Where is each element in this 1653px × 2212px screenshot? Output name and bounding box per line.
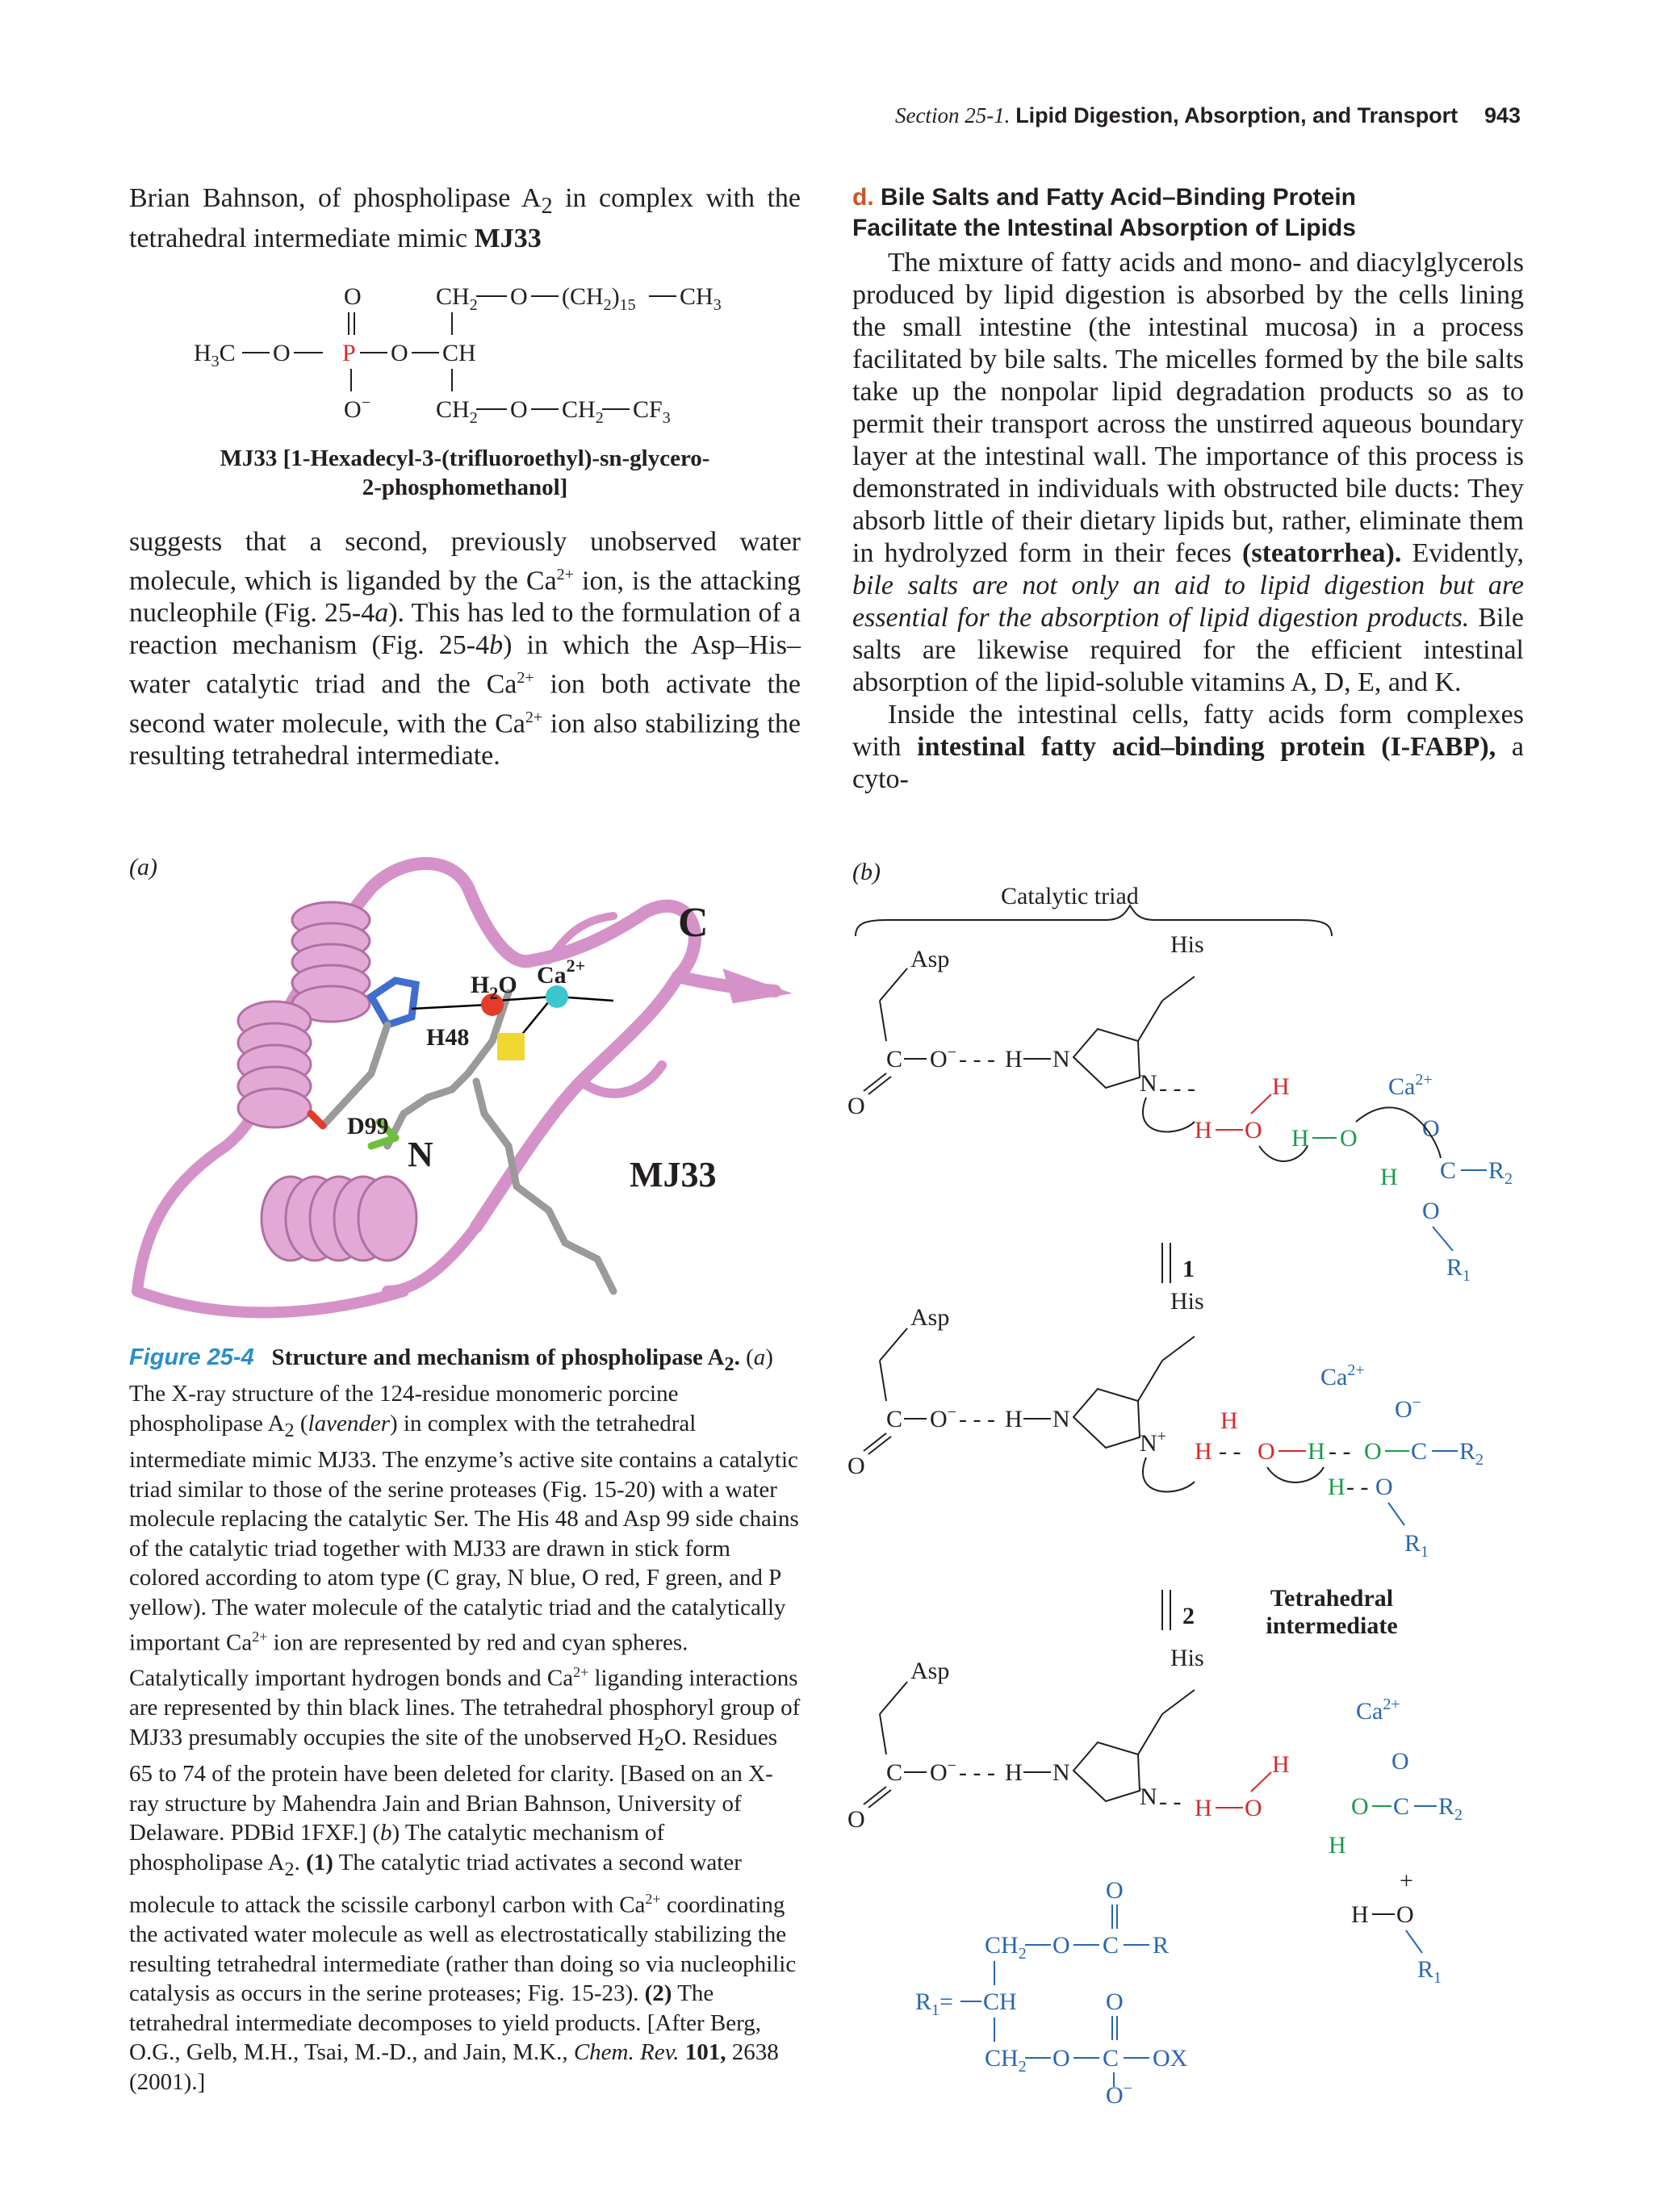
svg-text:O: O bbox=[1052, 1932, 1070, 1959]
svg-text:R2: $R_2$ bbox=[1438, 1793, 1463, 1824]
svg-text:O−: O− bbox=[930, 1043, 956, 1073]
his-label-2: His bbox=[1170, 1288, 1204, 1315]
svg-text:O: O bbox=[1245, 1795, 1262, 1821]
phospholipid-structure bbox=[915, 1877, 1188, 2106]
asp-label-1: Asp bbox=[910, 946, 950, 972]
right-paragraph-2: Inside the intestinal cells, fatty acids form complexes with intestinal fatty acid–binding protein (I-FABP), a cyto- bbox=[852, 700, 1525, 794]
svg-text:- - -: - - - bbox=[959, 1406, 995, 1432]
svg-text:O: O bbox=[1396, 1901, 1414, 1928]
svg-text:R: R bbox=[1153, 1932, 1170, 1959]
step-1-label: 1 bbox=[1182, 1256, 1195, 1282]
svg-text:H: H bbox=[1351, 1901, 1369, 1928]
page-number: 943 bbox=[1484, 103, 1521, 128]
svg-text:O: O bbox=[510, 396, 528, 423]
svg-text:C: C bbox=[1103, 1932, 1119, 1959]
left-top-paragraph: Brian Bahnson, of phospholipase $A_2$ in complex with the tetrahedral intermediate mimic MJ33 bbox=[129, 183, 801, 253]
svg-text:C: C bbox=[1103, 2045, 1119, 2072]
svg-text:H: H bbox=[1308, 1438, 1325, 1465]
svg-text:CH: CH bbox=[442, 340, 476, 366]
svg-text:- -: - - bbox=[1219, 1438, 1241, 1465]
svg-text:H: H bbox=[1380, 1164, 1398, 1190]
his48-label: H48 bbox=[426, 1024, 470, 1051]
svg-text:H: H bbox=[1291, 1125, 1309, 1152]
mj33-phosphorus: P bbox=[342, 340, 356, 366]
svg-text:H: H bbox=[1329, 1832, 1346, 1859]
svg-text:O−: O− bbox=[930, 1403, 956, 1432]
figure-number: Figure 25-4 bbox=[129, 1344, 254, 1370]
svg-text:O: O bbox=[1351, 1793, 1369, 1820]
svg-text:N: N bbox=[1052, 1759, 1070, 1786]
svg-text:O: O bbox=[391, 340, 408, 366]
svg-text:R2: $R_2$ bbox=[1488, 1157, 1513, 1188]
svg-text:O: O bbox=[847, 1093, 865, 1119]
his-label-3: His bbox=[1170, 1645, 1204, 1671]
mj33-label: MJ33 bbox=[630, 1155, 717, 1194]
svg-text:(CH2)15: $(CH_2)_{15}$ bbox=[562, 283, 636, 314]
step-2-label: 2 bbox=[1182, 1603, 1195, 1629]
svg-text:O: O bbox=[1340, 1125, 1358, 1152]
svg-text:O−: O− bbox=[930, 1757, 956, 1786]
svg-text:H: H bbox=[1005, 1406, 1023, 1432]
svg-text:O: O bbox=[1245, 1117, 1262, 1144]
protein-structure-image bbox=[129, 839, 807, 1340]
svg-text:CH2: $CH_2$ bbox=[436, 283, 478, 314]
n-terminus-label: N bbox=[408, 1135, 433, 1174]
running-head-title: Lipid Digestion, Absorption, and Transport bbox=[1015, 103, 1458, 128]
svg-text:R1=: $R_1=$ bbox=[915, 1988, 953, 2019]
svg-text:O: O bbox=[1422, 1115, 1440, 1142]
svg-text:C: C bbox=[886, 1406, 903, 1432]
svg-text:O: O bbox=[1391, 1748, 1409, 1775]
catalytic-triad-label: Catalytic triad bbox=[1001, 883, 1139, 909]
svg-text:O: O bbox=[1375, 1474, 1393, 1500]
svg-text:OX: OX bbox=[1153, 2045, 1188, 2072]
stage-2 bbox=[847, 1288, 1484, 1561]
his-label-1: His bbox=[1170, 931, 1204, 958]
mj33-structure bbox=[194, 278, 759, 440]
svg-text:CH2: $CH_2$ bbox=[436, 396, 478, 427]
calcium-sphere bbox=[546, 985, 568, 1008]
svg-text:C: C bbox=[886, 1759, 903, 1786]
svg-text:H: H bbox=[1005, 1759, 1023, 1786]
svg-text:O: O bbox=[1106, 1988, 1124, 2015]
running-head bbox=[807, 103, 1521, 128]
svg-text:C: C bbox=[886, 1046, 903, 1073]
svg-text:N: N bbox=[1140, 1070, 1157, 1097]
svg-text:- -: - - bbox=[1346, 1474, 1369, 1500]
svg-text:H: H bbox=[1328, 1474, 1345, 1500]
svg-text:C: C bbox=[1393, 1793, 1410, 1820]
svg-text:O: O bbox=[1106, 1877, 1124, 1904]
panel-a-label: (a) bbox=[129, 854, 157, 880]
svg-text:O−: O− bbox=[344, 394, 370, 423]
svg-text:- - -: - - - bbox=[959, 1759, 995, 1786]
right-paragraph-1: The mixture of fatty acids and mono- and diacylglycerols produced by lipid digestion is absorbed by the cells lining the small intestine (the intestinal mucosa) in a process facilitated by bile salts. The micelles formed by the bile salts take up the nonpolar lipid degradation products so as to permit their transport across the unstirred aqueous boundary layer at the intestinal wall. The importance of this process is demonstrated in individuals with obstructed bile ducts: They absorb little of their dietary lipids but, rather, eliminate them in hydrolyzed form in their feces (steatorrhea). Evidently, bile salts are not only an aid to lipid digestion but are essential for the absorption of lipid digestion products. Bile salts are likewise required for the efficient intestinal absorption of the lipid-soluble vitamins A, D, E, and K. bbox=[852, 248, 1524, 697]
mj33-caption: MJ33 [1-Hexadecyl-3-(trifluoroethyl)-sn-glycero- 2-phosphomethanol] bbox=[220, 445, 710, 500]
running-head-section: Section 25-1. bbox=[894, 103, 1011, 128]
svg-text:R1: $R_1$ bbox=[1446, 1254, 1471, 1285]
asp-label-3: Asp bbox=[910, 1658, 950, 1684]
mj33-o-top: O bbox=[344, 283, 362, 310]
svg-text:O−: O− bbox=[1106, 2080, 1132, 2106]
svg-text:O: O bbox=[1364, 1438, 1382, 1465]
svg-text:H: H bbox=[1272, 1073, 1290, 1100]
svg-text:N: N bbox=[1052, 1046, 1070, 1073]
svg-text:H: H bbox=[1195, 1117, 1212, 1144]
helices bbox=[238, 902, 416, 1261]
svg-text:CH2: $CH_2$ bbox=[985, 2045, 1027, 2076]
ca-label-3: $Ca^{2+}$ bbox=[1356, 1696, 1400, 1725]
tetrahedral-label-2: intermediate bbox=[1266, 1612, 1398, 1639]
water-label: $H_2O$ bbox=[471, 972, 517, 1003]
svg-text:C: C bbox=[1411, 1438, 1428, 1465]
svg-text:CH: CH bbox=[983, 1988, 1017, 2015]
svg-text:O: O bbox=[847, 1453, 865, 1479]
calcium-label: $Ca^{2+}$ bbox=[537, 955, 586, 989]
figure-caption: Figure 25-4 Structure and mechanism of phospholipase $A_2$. (a) The X-ray structure of the 124-residue monomeric porcine phospholipase $A_2$ (lavender) in complex with the tetrahedral intermediate mimic MJ33. The enzyme’s active site contains a catalytic triad similar to those of the serine proteases (Fig. 15-20) with a water molecule replacing the catalytic Ser. The His 48 and Asp 99 side chains of the catalytic triad together with MJ33 are drawn in stick form colored according to atom type (C gray, N blue, O red, F green, and P yellow). The water molecule of the catalytic triad and the catalytically important $Ca^{2+}$ ion are represented by red and cyan spheres. Catalytically important hydrogen bonds and $Ca^{2+}$ liganding interactions are represented by thin black lines. The tetrahedral phosphoryl group of MJ33 presumably occupies the site of the unobserved $H_2O$. Residues 65 to 74 of the protein have been deleted for clarity. [Based on an X-ray structure by Mahendra Jain and Brian Bahnson, University of Delaware. PDBid 1FXF.] (b) The catalytic mechanism of phospholipase $A_2$. (1) The catalytic triad activates a second water molecule to attack the scissile carbonyl carbon with $Ca^{2+}$ coordinating the activated water molecule as well as electrostatically stabilizing the resulting tetrahedral intermediate (rather than doing so via nucleophilic catalysis as occurs in the serine proteases; Fig. 15-23). (2) The tetrahedral intermediate decomposes to yield products. [After Berg, O.G., Gelb, M.H., Tsai, M.-D., and Jain, M.K., Chem. Rev. 101, 2638 (2001).] bbox=[129, 1344, 801, 2095]
svg-text:- - -: - - - bbox=[1159, 1075, 1195, 1102]
svg-text:CH2: $CH_2$ bbox=[562, 396, 604, 427]
svg-text:+: + bbox=[1400, 1867, 1413, 1894]
asp99-label: D99 bbox=[347, 1113, 389, 1139]
svg-text:O−: O− bbox=[1395, 1394, 1421, 1423]
svg-text:H: H bbox=[1195, 1438, 1212, 1465]
panel-b-label: (b) bbox=[852, 859, 881, 885]
svg-text:CH2: $CH_2$ bbox=[985, 1932, 1027, 1963]
svg-text:O: O bbox=[847, 1806, 865, 1833]
svg-text:H: H bbox=[1195, 1795, 1212, 1821]
svg-text:O: O bbox=[1052, 2045, 1070, 2072]
svg-text:H: H bbox=[1005, 1046, 1023, 1073]
svg-text:N: N bbox=[1140, 1783, 1157, 1810]
mechanism-diagram bbox=[839, 880, 1534, 2106]
phosphorus-atom bbox=[497, 1033, 525, 1060]
svg-text:H3C: $H_3C$ bbox=[194, 340, 236, 370]
svg-text:N+: N+ bbox=[1140, 1428, 1166, 1457]
svg-text:O: O bbox=[1422, 1198, 1440, 1224]
tetrahedral-label-1: Tetrahedral bbox=[1270, 1585, 1394, 1612]
svg-text:C: C bbox=[1440, 1157, 1457, 1184]
svg-text:R1: $R_1$ bbox=[1404, 1530, 1429, 1561]
svg-text:R1: $R_1$ bbox=[1417, 1956, 1442, 1987]
svg-text:H: H bbox=[1272, 1751, 1290, 1778]
svg-text:- -: - - bbox=[1159, 1788, 1182, 1815]
section-heading: d. Bile Salts and Fatty Acid–Binding Protein Facilitate the Intestinal Absorption of Lipids bbox=[852, 184, 1356, 241]
ca-label-2: $Ca^{2+}$ bbox=[1320, 1361, 1365, 1390]
left-mid-paragraph: suggests that a second, previously unobserved water molecule, which is liganded by the $Ca^{2+}$ ion, is the attacking nucleophile (Fig. 25-4a). This has led to the formulation of a reaction mechanism (Fig. 25-4b) in which the Asp–His–water catalytic triad and the $Ca^{2+}$ ion both activate the second water molecule, with the $Ca^{2+}$ ion also stabilizing the resulting tetrahedral intermediate. bbox=[129, 527, 801, 771]
asp-label-2: Asp bbox=[910, 1304, 950, 1331]
c-terminus-label: C bbox=[678, 900, 709, 946]
svg-text:O: O bbox=[1258, 1438, 1275, 1465]
stage-1 bbox=[847, 931, 1513, 1285]
svg-text:CH3: $CH_3$ bbox=[680, 283, 722, 314]
svg-text:- - -: - - - bbox=[959, 1046, 995, 1073]
svg-text:O: O bbox=[273, 340, 291, 366]
ca-label-1: $Ca^{2+}$ bbox=[1388, 1071, 1433, 1100]
svg-text:H: H bbox=[1220, 1407, 1238, 1434]
svg-text:- -: - - bbox=[1329, 1438, 1351, 1465]
svg-text:O: O bbox=[510, 283, 528, 310]
svg-text:N: N bbox=[1052, 1406, 1070, 1432]
right-column bbox=[852, 182, 1524, 796]
svg-text:CF3: $CF_3$ bbox=[633, 396, 671, 427]
svg-text:R2: $R_2$ bbox=[1459, 1438, 1484, 1469]
